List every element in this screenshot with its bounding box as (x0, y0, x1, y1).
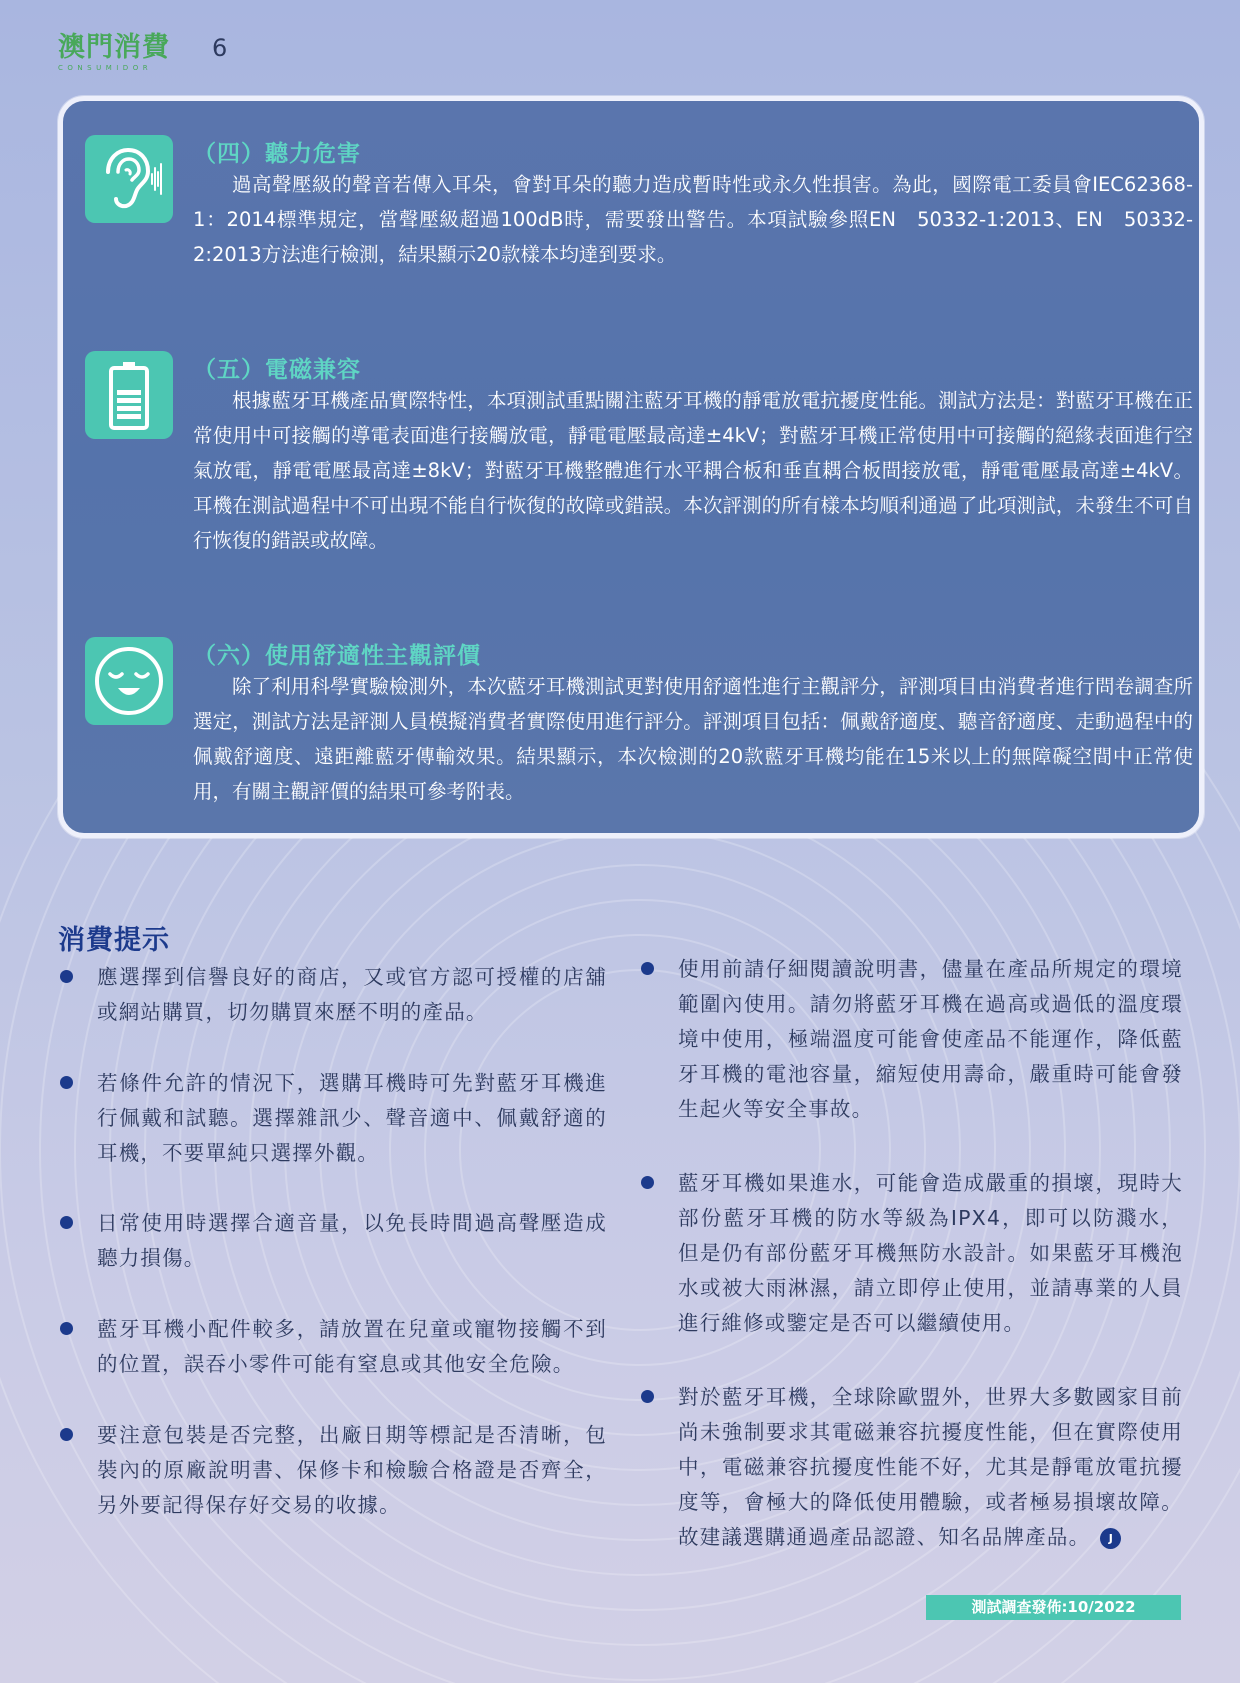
ear-sound-icon (85, 135, 173, 223)
bullet-icon (60, 1076, 73, 1089)
tip-text: 日常使用時選擇合適音量，以免長時間過高聲壓造成聽力損傷。 (97, 1211, 607, 1270)
bullet-icon (60, 1216, 73, 1229)
tip-text: 藍牙耳機小配件較多，請放置在兒童或寵物接觸不到的位置，誤吞小零件可能有窒息或其他安全危險。 (97, 1317, 607, 1376)
tip-item (97, 1066, 607, 1171)
section-title: （五）電磁兼容 (193, 357, 361, 383)
smiley-face-icon (85, 637, 173, 725)
test-results-panel (58, 96, 1204, 838)
bullet-icon (641, 962, 654, 975)
bullet-icon (60, 1428, 73, 1441)
tip-item (678, 1380, 1183, 1555)
consumer-tips-title: 消費提示 (58, 925, 170, 956)
bullet-icon (641, 1390, 654, 1403)
section-body: 過高聲壓級的聲音若傳入耳朵，會對耳朵的聽力造成暫時性或永久性損害。為此，國際電工委員會IEC62368-1：2014標準規定，當聲壓級超過100dB時，需要發出警告。本項試驗參照EN 50332-1:2013、EN 50332-2:2013方法進行檢測，結果顯示20款樣本均達到要求。 (193, 173, 1193, 266)
tip-item (97, 1418, 607, 1523)
bullet-icon (60, 970, 73, 983)
article-end-mark-icon: J (1100, 1528, 1121, 1549)
tip-text: 對於藍牙耳機，全球除歐盟外，世界大多數國家目前尚未強制要求其電磁兼容抗擾度性能，但在實際使用中，電磁兼容抗擾度性能不好，尤其是靜電放電抗擾度等，會極大的降低使用體驗，或者極易損壞故障。故建議選購通過產品認證、知名品牌產品。 (678, 1385, 1183, 1549)
tip-text: 使用前請仔細閱讀說明書，儘量在產品所規定的環境範圍內使用。請勿將藍牙耳機在過高或過低的溫度環境中使用，極端溫度可能會使產品不能運作，降低藍牙耳機的電池容量，縮短使用壽命，嚴重時可能會發生起火等安全事故。 (678, 957, 1183, 1121)
battery-icon (85, 351, 173, 439)
tip-item (97, 960, 607, 1030)
tip-text: 藍牙耳機如果進水，可能會造成嚴重的損壞，現時大部份藍牙耳機的防水等級為IPX4，即可以防濺水，但是仍有部份藍牙耳機無防水設計。如果藍牙耳機泡水或被大雨淋濕，請立即停止使用，並請專業的人員進行維修或鑒定是否可以繼續使用。 (678, 1171, 1183, 1335)
bullet-icon (641, 1176, 654, 1189)
section-body: 除了利用科學實驗檢測外，本次藍牙耳機測試更對使用舒適性進行主觀評分，評測項目由消費者進行問卷調查所選定，測試方法是評測人員模擬消費者實際使用進行評分。評測項目包括：佩戴舒適度、聽音舒適度、走動過程中的佩戴舒適度、遠距離藍牙傳輸效果。結果顯示，本次檢測的20款藍牙耳機均能在15米以上的無障礙空間中正常使用，有關主觀評價的結果可參考附表。 (193, 675, 1193, 803)
tip-item (678, 1166, 1183, 1341)
tip-text: 應選擇到信譽良好的商店，又或官方認可授權的店舖或網站購買，切勿購買來歷不明的產品。 (97, 965, 607, 1024)
bullet-icon (60, 1322, 73, 1335)
tip-text: 若條件允許的情況下，選購耳機時可先對藍牙耳機進行佩戴和試聽。選擇雜訊少、聲音適中、佩戴舒適的耳機，不要單純只選擇外觀。 (97, 1071, 607, 1165)
tip-item (678, 952, 1183, 1127)
tip-item (97, 1206, 607, 1276)
tip-text: 要注意包裝是否完整，出廠日期等標記是否清晰，包裝內的原廠說明書、保修卡和檢驗合格證是否齊全，另外要記得保存好交易的收據。 (97, 1423, 607, 1517)
section-body: 根據藍牙耳機產品實際特性，本項測試重點關注藍牙耳機的靜電放電抗擾度性能。測試方法是：對藍牙耳機在正常使用中可接觸的導電表面進行接觸放電，靜電電壓最高達±4kV；對藍牙耳機正常使用中可接觸的絕緣表面進行空氣放電，靜電電壓最高達±8kV；對藍牙耳機整體進行水平耦合板和垂直耦合板間接放電，靜電電壓最高達±4kV。耳機在測試過程中不可出現不能自行恢復的故障或錯誤。本次評測的所有樣本均順利通過了此項測試，未發生不可自行恢復的錯誤或故障。 (193, 389, 1193, 552)
publish-date-tag: 測試調查發佈:10/2022 (926, 1595, 1181, 1620)
magazine-logo (58, 34, 170, 72)
tip-item (97, 1312, 607, 1382)
section-title: （六）使用舒適性主觀評價 (193, 643, 481, 669)
logo-text: 澳門消費 (58, 32, 170, 63)
logo-subtext: CONSUMIDOR (58, 64, 153, 72)
section-title: （四）聽力危害 (193, 141, 361, 167)
page-number: 6 (212, 34, 228, 62)
